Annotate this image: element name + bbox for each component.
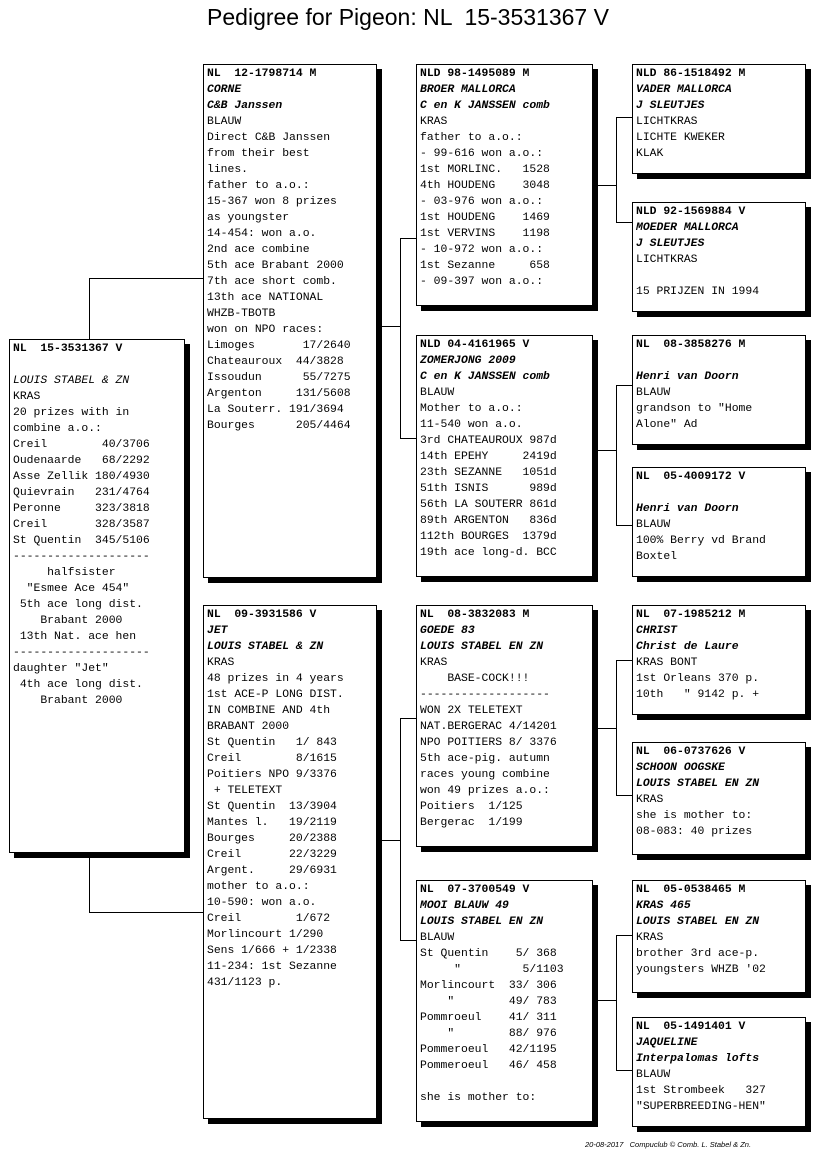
pigeon-info-line: Creil 22/3229 <box>207 849 337 861</box>
pigeon-info-line: BLAUW <box>420 387 455 399</box>
pigeon-info-line: -------------------- <box>13 551 150 563</box>
ring-number: NLD 98-1495089 M <box>420 68 530 80</box>
pigeon-info-line: Creil 328/3587 <box>13 519 150 531</box>
pigeon-info-line: Brabant 2000 <box>13 615 123 627</box>
pigeon-info-line: 08-083: 40 prizes <box>636 826 753 838</box>
pigeon-info-line: IN COMBINE AND 4th <box>207 705 331 717</box>
pigeon-info-line: KRAS BONT <box>636 657 698 669</box>
pigeon-info-line: Quievrain 231/4764 <box>13 487 150 499</box>
ring-number: NLD 86-1518492 M <box>636 68 746 80</box>
connector-line <box>89 278 90 340</box>
pigeon-info-line: St Quentin 345/5106 <box>13 535 150 547</box>
pigeon-info-line: she is mother to: <box>420 1092 537 1104</box>
connector-line <box>382 326 400 327</box>
pigeon-info-line: Mother to a.o.: <box>420 403 523 415</box>
pigeon-info-line: 14th EPEHY 2419d <box>420 451 557 463</box>
pigeon-info-line: KRAS 465 <box>636 900 691 912</box>
pigeon-card-dam-sire <box>416 605 593 847</box>
pigeon-info-line: 100% Berry vd Brand <box>636 535 766 547</box>
pigeon-info-line: St Quentin 1/ 843 <box>207 737 337 749</box>
pigeon-info-line: Pommeroeul 42/1195 <box>420 1044 557 1056</box>
pigeon-info-line: grandson to "Home <box>636 403 753 415</box>
pigeon-info-line: won 49 prizes a.o.: <box>420 785 550 797</box>
pigeon-info-line: NAT.BERGERAC 4/14201 <box>420 721 557 733</box>
pigeon-info-line: C&B Janssen <box>207 100 283 112</box>
pigeon-info-line: 15 PRIJZEN IN 1994 <box>636 286 760 298</box>
pigeon-info-line: Creil 8/1615 <box>207 753 337 765</box>
pigeon-card-dam-dam-sire <box>632 880 806 993</box>
pigeon-info-line: mother to a.o.: <box>207 881 310 893</box>
connector-line <box>400 718 401 940</box>
pigeon-info-line: MOOI BLAUW 49 <box>420 900 509 912</box>
pigeon-info-line: 20 prizes with in <box>13 407 130 419</box>
pigeon-card-subject <box>9 339 185 853</box>
pigeon-info-line: WON 2X TELETEXT <box>420 705 523 717</box>
pigeon-info-line: youngsters WHZB '02 <box>636 964 766 976</box>
pigeon-info-line: lines. <box>207 164 249 176</box>
pigeon-info-line: 431/1123 p. <box>207 977 283 989</box>
ring-number: NL 15-3531367 V <box>13 343 123 355</box>
connector-line <box>400 238 401 438</box>
connector-line <box>89 912 205 913</box>
pigeon-info-line: Alone" Ad <box>636 419 698 431</box>
pigeon-info-line: daughter "Jet" <box>13 663 109 675</box>
connector-line <box>616 935 617 1070</box>
pigeon-info-line: 1st Orleans 370 p. <box>636 673 760 685</box>
pigeon-card-sire-sire-sire <box>632 64 806 174</box>
connector-line <box>598 728 616 729</box>
pigeon-info-line: Bourges 205/4464 <box>207 420 351 432</box>
pigeon-info-line: + TELETEXT <box>207 785 283 797</box>
pigeon-info-line: C en K JANSSEN comb <box>420 100 550 112</box>
pigeon-info-line: Pommroeul 41/ 311 <box>420 1012 557 1024</box>
pigeon-info-line: "SUPERBREEDING-HEN" <box>636 1101 766 1113</box>
pigeon-info-line: LOUIS STABEL EN ZN <box>420 641 544 653</box>
pigeon-info-line: halfsister <box>13 567 116 579</box>
pigeon-info-line: Asse Zellik 180/4930 <box>13 471 150 483</box>
connector-line <box>616 660 617 795</box>
pigeon-info-line: combine a.o.: <box>13 423 102 435</box>
pigeon-info-line: WHZB-TBOTB <box>207 308 276 320</box>
footer <box>585 1140 751 1149</box>
pigeon-info-line: 1st Sezanne 658 <box>420 260 550 272</box>
pigeon-info-line: BRABANT 2000 <box>207 721 290 733</box>
pigeon-info-line: Peronne 323/3818 <box>13 503 150 515</box>
pigeon-info-line: 1st HOUDENG 1469 <box>420 212 550 224</box>
connector-line <box>382 840 400 841</box>
pigeon-info-line: " 49/ 783 <box>420 996 557 1008</box>
pigeon-info-line: won on NPO races: <box>207 324 324 336</box>
pigeon-info-line: Morlincourt 1/290 <box>207 929 324 941</box>
pigeon-info-line: Oudenaarde 68/2292 <box>13 455 150 467</box>
pigeon-info-line: Limoges 17/2640 <box>207 340 351 352</box>
pigeon-card-dam-dam-dam <box>632 1017 806 1127</box>
page-title: Pedigree for Pigeon: NL 15-3531367 V <box>207 4 609 30</box>
pigeon-info-line: 51th ISNIS 989d <box>420 483 557 495</box>
pigeon-info-line: KRAS <box>420 116 448 128</box>
ring-number: NL 07-1985212 M <box>636 609 746 621</box>
pigeon-info-line: 11-540 won a.o. <box>420 419 523 431</box>
pigeon-info-line: St Quentin 13/3904 <box>207 801 337 813</box>
pigeon-info-line: ZOMERJONG 2009 <box>420 355 516 367</box>
pigeon-info-line: 1st VERVINS 1198 <box>420 228 550 240</box>
pigeon-info-line: 2nd ace combine <box>207 244 310 256</box>
pigeon-info-line: Brabant 2000 <box>13 695 123 707</box>
connector-line <box>598 1000 616 1001</box>
pigeon-info-line: KRAS <box>636 932 664 944</box>
connector-line <box>89 278 205 279</box>
connector-line <box>598 450 616 451</box>
ring-number: NL 08-3832083 M <box>420 609 530 621</box>
ring-number: NL 05-4009172 V <box>636 471 746 483</box>
footer-date: 20-08-2017 <box>585 1140 624 1149</box>
pigeon-info-line: 13th Nat. ace hen <box>13 631 137 643</box>
pigeon-info-line: 14-454: won a.o. <box>207 228 317 240</box>
ring-number: NL 07-3700549 V <box>420 884 530 896</box>
pigeon-info-line: LOUIS STABEL & ZN <box>13 375 130 387</box>
pigeon-info-line: Christ de Laure <box>636 641 739 653</box>
pigeon-info-line: CHRIST <box>636 625 678 637</box>
pigeon-info-line: Pommeroeul 46/ 458 <box>420 1060 557 1072</box>
pigeon-info-line: LICHTE KWEKER <box>636 132 725 144</box>
pigeon-info-line: BLAUW <box>636 519 671 531</box>
pigeon-info-line: LOUIS STABEL EN ZN <box>636 778 760 790</box>
pigeon-info-line: MOEDER MALLORCA <box>636 222 739 234</box>
pigeon-info-line: 23th SEZANNE 1051d <box>420 467 557 479</box>
pigeon-info-line: Poitiers NPO 9/3376 <box>207 769 337 781</box>
pigeon-info-line: 4th ace long dist. <box>13 679 143 691</box>
pigeon-info-line: " 5/1103 <box>420 964 564 976</box>
pigeon-info-line: races young combine <box>420 769 550 781</box>
pigeon-card-dam-sire-dam <box>632 742 806 855</box>
pigeon-info-line: BASE-COCK!!! <box>420 673 530 685</box>
pigeon-info-line: Argenton 131/5608 <box>207 388 351 400</box>
pigeon-info-line: VADER MALLORCA <box>636 84 732 96</box>
pigeon-info-line: BLAUW <box>636 387 671 399</box>
pigeon-info-line: KRAS <box>13 391 41 403</box>
ring-number: NLD 92-1569884 V <box>636 206 746 218</box>
ring-number: NL 08-3858276 M <box>636 339 746 351</box>
pigeon-info-line: KLAK <box>636 148 664 160</box>
ring-number: NL 06-0737626 V <box>636 746 746 758</box>
ring-number: NL 09-3931586 V <box>207 609 317 621</box>
pigeon-info-line: BLAUW <box>207 116 242 128</box>
pigeon-info-line: 13th ace NATIONAL <box>207 292 324 304</box>
pigeon-info-line: Creil 1/672 <box>207 913 331 925</box>
pigeon-info-line: she is mother to: <box>636 810 753 822</box>
pigeon-info-line: - 99-616 won a.o.: <box>420 148 544 160</box>
pigeon-info-line: "Esmee Ace 454" <box>13 583 130 595</box>
ring-number: NL 12-1798714 M <box>207 68 317 80</box>
pigeon-info-line: " 88/ 976 <box>420 1028 557 1040</box>
footer-credit: Compuclub © Comb. L. Stabel & Zn. <box>629 1140 752 1149</box>
pigeon-info-line: 56th LA SOUTERR 861d <box>420 499 557 511</box>
connector-line <box>89 852 90 912</box>
pigeon-info-line: 5th ace-pig. autumn <box>420 753 550 765</box>
pigeon-info-line: Argent. 29/6931 <box>207 865 337 877</box>
pigeon-info-line: JAQUELINE <box>636 1037 698 1049</box>
pigeon-info-line: father to a.o.: <box>420 132 523 144</box>
pigeon-info-line: 1st ACE-P LONG DIST. <box>207 689 344 701</box>
pigeon-card-sire <box>203 64 377 578</box>
pigeon-card-sire-dam <box>416 335 593 577</box>
pigeon-info-line: SCHOON OOGSKE <box>636 762 725 774</box>
pigeon-info-line: KRAS <box>207 657 235 669</box>
pigeon-info-line <box>420 1074 589 1090</box>
pigeon-info-line: 4th HOUDENG 3048 <box>420 180 550 192</box>
pigeon-info-line: LOUIS STABEL & ZN <box>207 641 324 653</box>
pigeon-info-line <box>636 353 802 369</box>
pigeon-info-line: as youngster <box>207 212 290 224</box>
pigeon-info-line: CORNE <box>207 84 242 96</box>
pigeon-info-line <box>636 485 802 501</box>
pigeon-info-line: 5th ace Brabant 2000 <box>207 260 344 272</box>
pigeon-info-line: Henri van Doorn <box>636 503 739 515</box>
ring-number: NL 05-1491401 V <box>636 1021 746 1033</box>
pigeon-info-line: Mantes l. 19/2119 <box>207 817 337 829</box>
pigeon-info-line: 1st MORLINC. 1528 <box>420 164 550 176</box>
connector-line <box>616 117 617 222</box>
pigeon-info-line: 89th ARGENTON 836d <box>420 515 557 527</box>
pigeon-info-line: father to a.o.: <box>207 180 310 192</box>
pigeon-info-line <box>13 357 181 373</box>
ring-number: NLD 04-4161965 V <box>420 339 530 351</box>
pigeon-info-line: ------------------- <box>420 689 550 701</box>
pigeon-card-sire-dam-sire <box>632 335 806 445</box>
pigeon-info-line: LICHTKRAS <box>636 116 698 128</box>
pigeon-info-line: J SLEUTJES <box>636 100 705 112</box>
pigeon-info-line: BLAUW <box>636 1069 671 1081</box>
pigeon-info-line <box>636 268 802 284</box>
pigeon-info-line: 11-234: 1st Sezanne <box>207 961 337 973</box>
pigeon-info-line: BROER MALLORCA <box>420 84 516 96</box>
pigeon-info-line: - 03-976 won a.o.: <box>420 196 544 208</box>
pigeon-info-line: 1st Strombeek 327 <box>636 1085 766 1097</box>
pigeon-info-line: BLAUW <box>420 932 455 944</box>
pigeon-info-line: KRAS <box>420 657 448 669</box>
pigeon-card-dam-dam <box>416 880 593 1122</box>
pigeon-info-line: Bourges 20/2388 <box>207 833 337 845</box>
pigeon-info-line: KRAS <box>636 794 664 806</box>
ring-number: NL 05-0538465 M <box>636 884 746 896</box>
pigeon-info-line: Bergerac 1/199 <box>420 817 523 829</box>
pigeon-info-line: NPO POITIERS 8/ 3376 <box>420 737 557 749</box>
pigeon-info-line: GOEDE 83 <box>420 625 475 637</box>
pigeon-card-sire-sire-dam <box>632 202 806 312</box>
pigeon-info-line: 19th ace long-d. BCC <box>420 547 557 559</box>
pigeon-card-sire-dam-dam <box>632 467 806 577</box>
pigeon-info-line: La Souterr. 191/3694 <box>207 404 344 416</box>
connector-line <box>598 185 616 186</box>
pigeon-card-dam <box>203 605 377 1119</box>
pigeon-info-line: LOUIS STABEL EN ZN <box>636 916 760 928</box>
pigeon-info-line: Interpalomas lofts <box>636 1053 760 1065</box>
pigeon-info-line: from their best <box>207 148 310 160</box>
pigeon-info-line: JET <box>207 625 228 637</box>
pigeon-info-line: 5th ace long dist. <box>13 599 143 611</box>
pigeon-info-line: Morlincourt 33/ 306 <box>420 980 557 992</box>
pigeon-info-line: - 09-397 won a.o.: <box>420 276 544 288</box>
pigeon-info-line: Poitiers 1/125 <box>420 801 523 813</box>
pigeon-info-line: Boxtel <box>636 551 678 563</box>
pigeon-info-line: LICHTKRAS <box>636 254 698 266</box>
pigeon-info-line: 3rd CHATEAUROUX 987d <box>420 435 557 447</box>
pigeon-info-line: 10th " 9142 p. + <box>636 689 760 701</box>
pigeon-card-sire-sire <box>416 64 593 306</box>
pigeon-info-line: - 10-972 won a.o.: <box>420 244 544 256</box>
pigeon-info-line: St Quentin 5/ 368 <box>420 948 557 960</box>
pigeon-info-line: -------------------- <box>13 647 150 659</box>
pigeon-info-line: 10-590: won a.o. <box>207 897 317 909</box>
pigeon-info-line: C en K JANSSEN comb <box>420 371 550 383</box>
pigeon-info-line: 15-367 won 8 prizes <box>207 196 337 208</box>
pigeon-info-line: Sens 1/666 + 1/2338 <box>207 945 337 957</box>
pigeon-info-line: 112th BOURGES 1379d <box>420 531 557 543</box>
pigeon-info-line: 7th ace short comb. <box>207 276 337 288</box>
pigeon-info-line: J SLEUTJES <box>636 238 705 250</box>
pigeon-info-line: Creil 40/3706 <box>13 439 150 451</box>
pigeon-info-line: LOUIS STABEL EN ZN <box>420 916 544 928</box>
pigeon-card-dam-sire-sire <box>632 605 806 715</box>
pigeon-info-line: Henri van Doorn <box>636 371 739 383</box>
connector-line <box>616 385 617 525</box>
pigeon-info-line: 48 prizes in 4 years <box>207 673 344 685</box>
pigeon-info-line: Chateauroux 44/3828 <box>207 356 344 368</box>
pigeon-info-line: Issoudun 55/7275 <box>207 372 351 384</box>
pigeon-info-line: Direct C&B Janssen <box>207 132 331 144</box>
pigeon-info-line: brother 3rd ace-p. <box>636 948 760 960</box>
